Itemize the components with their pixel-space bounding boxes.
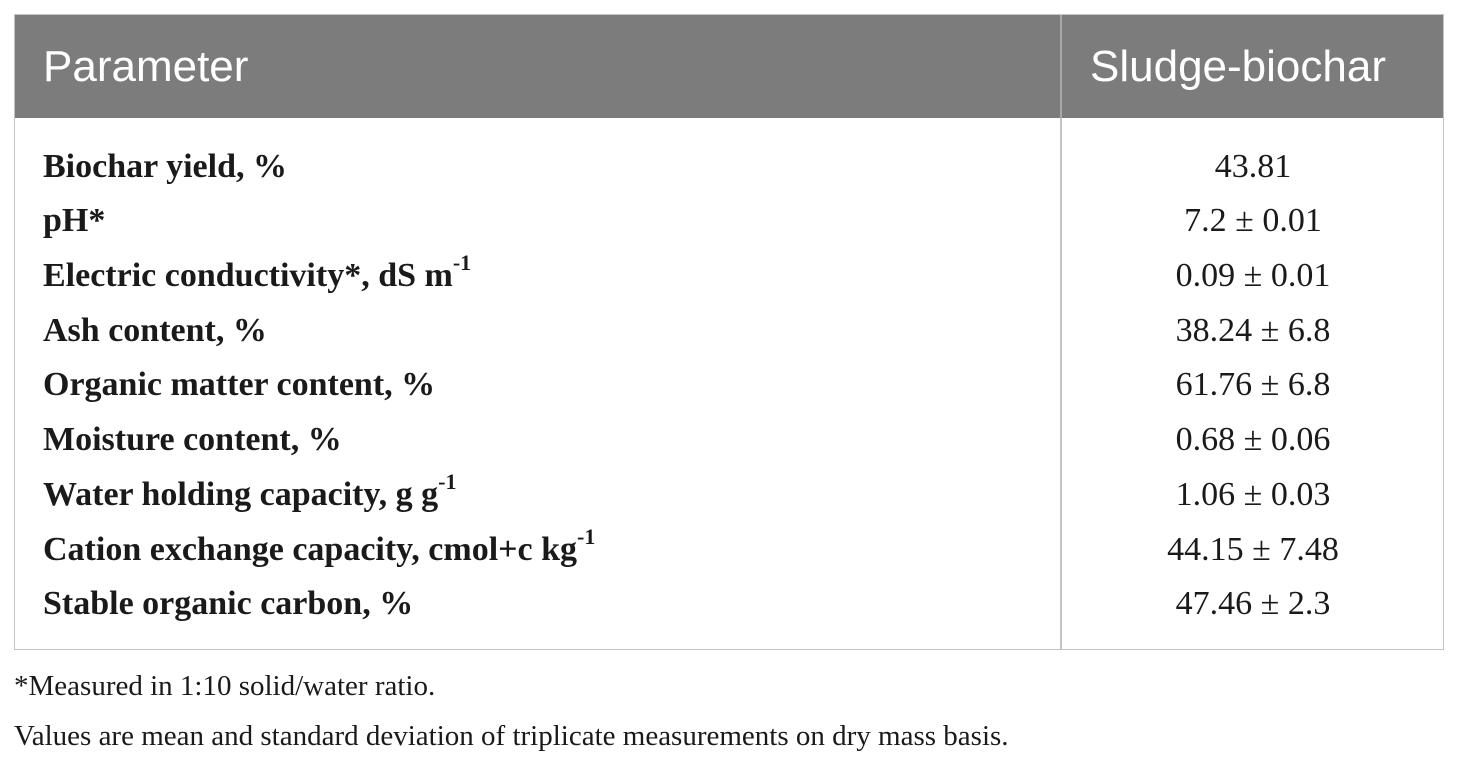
header-sludge-biochar: Sludge-biochar: [1090, 42, 1386, 91]
header-column-divider: [1060, 15, 1062, 118]
table-row: [15, 139, 1443, 194]
row-label: Moisture content, %: [43, 421, 342, 458]
row-label: Biochar yield, %: [43, 148, 287, 185]
row-label: Stable organic carbon, %: [43, 585, 414, 622]
table-row: [15, 522, 1443, 577]
row-label: pH*: [43, 202, 106, 239]
row-label: Ash content, %: [43, 312, 267, 349]
footnote-measured: *Measured in 1:10 solid/water ratio.: [14, 670, 436, 702]
row-value: 38.24 ± 6.8: [1175, 312, 1331, 349]
row-label: Organic matter content, %: [43, 366, 436, 403]
row-label: Cation exchange capacity, cmol+c $kg^{-1}$: [43, 523, 596, 568]
superscript: -1: [452, 249, 472, 275]
table-row: [15, 357, 1443, 412]
table-row: [15, 303, 1443, 358]
superscript: -1: [438, 468, 457, 494]
superscript: -1: [577, 523, 596, 549]
table-row: [15, 193, 1443, 248]
table-row: [15, 248, 1443, 303]
row-value: 0.68 ± 0.06: [1175, 421, 1331, 458]
row-value: 61.76 ± 6.8: [1175, 366, 1331, 403]
row-label: Water holding capacity, g $g^{-1}$: [43, 468, 457, 513]
table-row: [15, 576, 1443, 631]
row-value: 43.81: [1214, 148, 1292, 185]
footnote-values: Values are mean and standard deviation of triplicate measurements on dry mass basis.: [14, 720, 1009, 752]
data-table: [14, 14, 1444, 650]
table-row: [15, 412, 1443, 467]
header-parameter: Parameter: [43, 42, 249, 91]
row-value: 47.46 ± 2.3: [1175, 585, 1331, 622]
table-row: [15, 467, 1443, 522]
row-value: 0.09 ± 0.01: [1175, 257, 1331, 294]
row-value: 44.15 ± 7.48: [1167, 531, 1339, 568]
row-value: 7.2 ± 0.01: [1184, 202, 1322, 239]
row-value: 1.06 ± 0.03: [1175, 476, 1331, 513]
row-label: Electric conductivity*, dS $m^{-1}$: [43, 249, 472, 294]
table-header-row: [15, 15, 1443, 118]
